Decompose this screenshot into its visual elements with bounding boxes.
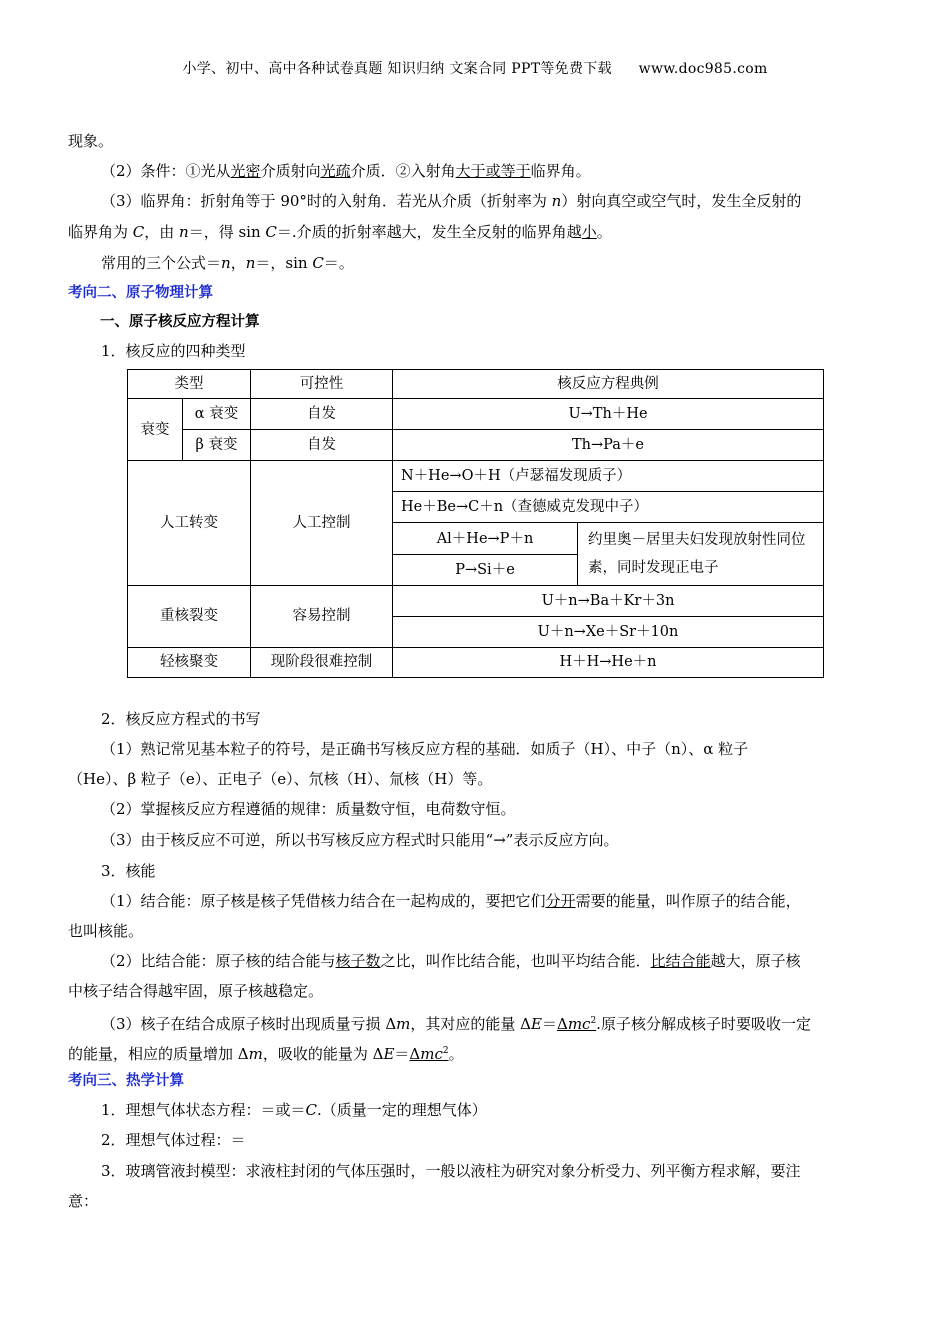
text: 。 <box>448 1045 464 1063</box>
paragraph-formulas <box>101 253 354 273</box>
underlined-answer: 光密 <box>230 162 261 180</box>
symbol: n <box>245 254 256 272</box>
table-cell: N＋He→O＋H（卢瑟福发现质子） <box>393 461 824 492</box>
paragraph-critical-angle-cont <box>68 222 612 242</box>
table-cell: H＋H→He＋n <box>393 647 824 677</box>
list-heading: 3．核能 <box>101 862 156 880</box>
text: 1．理想气体状态方程：＝或＝ <box>101 1101 306 1119</box>
header-url[interactable]: www.doc985.com <box>638 61 768 77</box>
text: Δ <box>556 1015 568 1033</box>
header-text: 小学、初中、高中各种试卷真题 知识归纳 文案合同 PPT等免费下载 <box>182 61 612 77</box>
paragraph-line: 中核子结合得越牢固，原子核越稳定。 <box>68 982 324 1000</box>
table-header: 类型 <box>128 370 251 399</box>
page-header <box>0 58 950 78</box>
text: .（质量一定的理想气体） <box>317 1101 487 1119</box>
table-cell: Al＋He→P＋n <box>393 523 578 554</box>
table-cell: α 衰变 <box>183 399 251 430</box>
superscript: 2 <box>442 1046 449 1056</box>
paragraph-mass-defect <box>101 1011 811 1034</box>
symbol: mc <box>420 1045 443 1063</box>
underlined-answer: 小 <box>581 223 597 241</box>
symbol: C <box>312 254 324 272</box>
text: ＝ <box>541 1015 557 1033</box>
paragraph-critical-angle <box>101 191 801 211</box>
paragraph-specific-binding <box>101 951 801 971</box>
symbol: E <box>531 1015 542 1033</box>
text: 介质射向 <box>260 162 321 180</box>
text: 。 <box>596 223 612 241</box>
text: （1）结合能：原子核是核子凭借核力结合在一起构成的，要把它们 <box>101 892 546 910</box>
paragraph-line: （3）由于核反应不可逆，所以书写核反应方程式时只能用“→”表示反应方向。 <box>101 831 619 849</box>
underlined-answer: 大于或等于 <box>455 162 531 180</box>
underlined-answer: 比结合能 <box>650 952 711 970</box>
text: ＝，sin <box>255 254 313 272</box>
table-cell: 重核裂变 <box>128 585 251 647</box>
underlined-answer: 光疏 <box>320 162 351 180</box>
section-heading-thermal: 考向三、热学计算 <box>68 1073 184 1089</box>
table-cell: 容易控制 <box>251 585 393 647</box>
text: ＝。 <box>323 254 354 272</box>
nuclear-reaction-table <box>127 369 824 678</box>
underlined-answer <box>409 1045 448 1063</box>
paragraph-mass-defect-cont <box>68 1041 464 1064</box>
text: ， <box>230 254 246 272</box>
paragraph-line: （2）掌握核反应方程遵循的规律：质量数守恒，电荷数守恒。 <box>101 800 516 818</box>
underlined-answer: 分开 <box>545 892 576 910</box>
paragraph-binding-energy <box>101 891 801 911</box>
text: 临界角为 <box>68 223 133 241</box>
text: ，其对应的能量 Δ <box>410 1015 531 1033</box>
table-cell: 轻核聚变 <box>128 647 251 677</box>
text: 现象。 <box>68 132 114 150</box>
text: ＝，得 sin <box>188 223 266 241</box>
table-cell: 自发 <box>251 399 393 430</box>
list-heading: 1．核反应的四种类型 <box>101 342 246 360</box>
paragraph-line: 3．玻璃管液封模型：求液柱封闭的气体压强时，一般以液柱为研究对象分析受力、列平衡方程求解，要注 <box>101 1162 801 1180</box>
table-cell: U＋n→Ba＋Kr＋3n <box>393 585 824 616</box>
text: 越大，原子核 <box>710 952 801 970</box>
text: 常用的三个公式＝ <box>101 254 222 272</box>
table-cell: He＋Be→C＋n（查德威克发现中子） <box>393 492 824 523</box>
text: .原子核分解成核子时要吸收一定 <box>596 1015 811 1033</box>
paragraph-gas-law <box>101 1100 487 1120</box>
text: ，由 <box>144 223 180 241</box>
table-cell: 现阶段很难控制 <box>251 647 393 677</box>
text: 临界角。 <box>530 162 591 180</box>
symbol: n <box>551 192 562 210</box>
table-header: 核反应方程典例 <box>393 370 824 399</box>
text: （2）比结合能：原子核的结合能与 <box>101 952 336 970</box>
table-cell: 人工控制 <box>251 461 393 585</box>
paragraph-line: 2．理想气体过程：＝ <box>101 1131 246 1149</box>
text: （3）临界角：折射角等于 90°时的入射角．若光从介质（折射率为 <box>101 192 552 210</box>
text: （3）核子在结合成原子核时出现质量亏损 Δ <box>101 1015 397 1033</box>
text: 之比，叫作比结合能，也叫平均结合能． <box>380 952 651 970</box>
symbol: C <box>132 223 145 241</box>
text: ＝.介质的折射率越大，发生全反射的临界角越 <box>276 223 582 241</box>
symbol: E <box>383 1045 395 1063</box>
table-cell: 约里奥－居里夫妇发现放射性同位素，同时发现正电子 <box>578 523 824 585</box>
symbol: C <box>305 1101 318 1119</box>
paragraph-line <box>68 131 113 151</box>
symbol: m <box>248 1045 263 1063</box>
table-cell: 衰变 <box>128 399 183 461</box>
table-cell: Th→Pa＋e <box>393 430 824 461</box>
underlined-answer <box>557 1015 596 1033</box>
text: ＝ <box>394 1045 410 1063</box>
table-cell: U→Th＋He <box>393 399 824 430</box>
paragraph-line: （1）熟记常见基本粒子的符号，是正确书写核反应方程的基础．如质子（H）、中子（n）、α 粒子 <box>101 740 749 758</box>
symbol: m <box>396 1015 411 1033</box>
text: （2）条件：①光从 <box>101 162 231 180</box>
text: 需要的能量，叫作原子的结合能， <box>575 892 801 910</box>
table-cell: U＋n→Xe＋Sr＋10n <box>393 616 824 647</box>
text: Δ <box>409 1045 421 1063</box>
table-cell: P→Si＋e <box>393 554 578 585</box>
paragraph-line: 也叫核能。 <box>68 922 144 940</box>
superscript: 2 <box>590 1016 597 1026</box>
table-cell: β 衰变 <box>183 430 251 461</box>
text: ）射向真空或空气时，发生全反射的 <box>561 192 802 210</box>
table-cell: 人工转变 <box>128 461 251 585</box>
paragraph-line: 意： <box>68 1192 99 1210</box>
list-heading: 2．核反应方程式的书写 <box>101 710 261 728</box>
symbol: n <box>179 223 189 241</box>
table-header: 可控性 <box>251 370 393 399</box>
text: 的能量，相应的质量增加 Δ <box>68 1045 249 1063</box>
symbol: n <box>221 254 231 272</box>
paragraph-condition <box>101 161 591 181</box>
section-heading-atomic: 考向二、原子物理计算 <box>68 285 213 301</box>
symbol: C <box>265 223 277 241</box>
paragraph-line: （He）、β 粒子（e）、正电子（e）、氘核（H）、氚核（H）等。 <box>68 770 493 788</box>
text: 介质．②入射角 <box>350 162 456 180</box>
table-cell: 自发 <box>251 430 393 461</box>
underlined-answer: 核子数 <box>335 952 381 970</box>
symbol: mc <box>567 1015 591 1033</box>
subsection-heading: 一、原子核反应方程计算 <box>100 314 260 330</box>
text: ，吸收的能量为 Δ <box>262 1045 384 1063</box>
